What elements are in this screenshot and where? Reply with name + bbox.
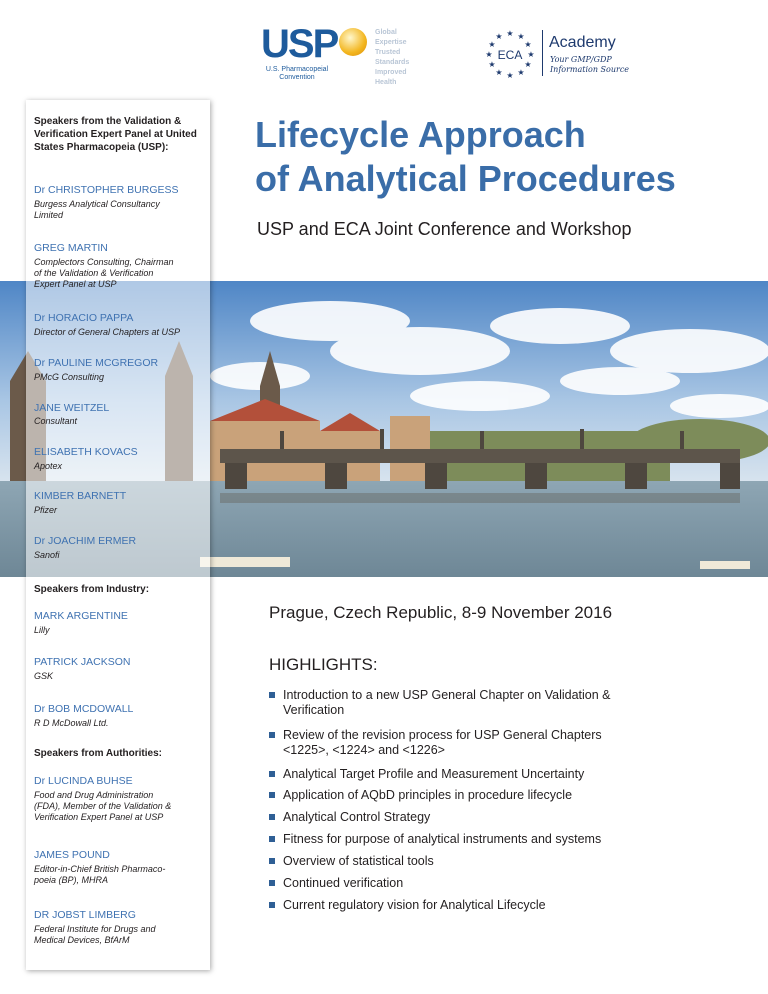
speaker-name: MARK ARGENTINE	[34, 610, 128, 622]
speaker-name: GREG MARTIN	[34, 242, 108, 254]
industry-speakers-heading: Speakers from Industry:	[34, 584, 150, 595]
bullet-icon	[269, 880, 275, 886]
speaker-affiliation: Apotex	[34, 461, 63, 471]
svg-text:★: ★	[506, 71, 514, 80]
eca-star-ring-icon	[484, 28, 536, 80]
svg-text:★: ★	[495, 68, 503, 77]
speaker-name: JAMES POUND	[34, 849, 110, 861]
speaker-affiliation: Sanofi	[34, 550, 60, 560]
highlight-item: Analytical Control Strategy	[269, 810, 669, 825]
event-location-date: Prague, Czech Republic, 8-9 November 2016	[269, 603, 613, 622]
svg-text:★: ★	[488, 60, 496, 69]
usp-speakers-heading: Speakers from the Validation & Verification Expert Panel at United States Pharmacopeia (USP):	[34, 116, 197, 153]
usp-wordmark: USP	[261, 22, 338, 66]
speaker-affiliation: Complectors Consulting, Chairman of the Validation & Verification Expert Panel at USP	[34, 257, 174, 289]
speaker-name: ELISABETH KOVACS	[34, 446, 138, 458]
svg-text:★: ★	[485, 50, 493, 59]
highlight-item: Overview of statistical tools	[269, 854, 669, 869]
speaker-affiliation: Food and Drug Administration (FDA), Member of the Validation & Verification Expert Panel at USP	[34, 790, 172, 822]
highlight-item: Current regulatory vision for Analytical Lifecycle	[269, 898, 669, 913]
bullet-icon	[269, 836, 275, 842]
bullet-icon	[269, 792, 275, 798]
svg-text:★: ★	[524, 40, 532, 49]
speaker-affiliation: R D McDowall Ltd.	[34, 718, 109, 728]
speaker-name: Dr JOACHIM ERMER	[34, 535, 137, 547]
speaker-name: JANE WEITZEL	[34, 402, 110, 414]
usp-emblem-icon	[339, 28, 367, 56]
speaker-affiliation: Federal Institute for Drugs and Medical Devices, BfArM	[34, 924, 156, 945]
speaker-affiliation: Pfizer	[34, 505, 58, 515]
speaker-affiliation: Editor-in-Chief British Pharmaco- poeia (BP), MHRA	[34, 864, 166, 885]
highlight-item: Analytical Target Profile and Measurement Uncertainty	[269, 767, 669, 782]
svg-text:★: ★	[517, 68, 525, 77]
eca-academy-logo	[484, 28, 634, 80]
bullet-icon	[269, 732, 275, 738]
usp-org-name: U.S. Pharmacopeial Convention	[265, 66, 329, 81]
highlight-item: Fitness for purpose of analytical instruments and systems	[269, 832, 669, 847]
speaker-name: Dr HORACIO PAPPA	[34, 312, 134, 324]
highlight-item: Continued verification	[269, 876, 669, 891]
svg-text:★: ★	[524, 60, 532, 69]
svg-text:★: ★	[495, 32, 503, 41]
svg-text:★: ★	[517, 32, 525, 41]
page-title: Lifecycle Approach of Analytical Procedures	[255, 114, 676, 199]
speaker-name: Dr CHRISTOPHER BURGESS	[34, 184, 179, 196]
bullet-icon	[269, 814, 275, 820]
speaker-affiliation: Consultant	[34, 416, 78, 426]
speaker-name: PATRICK JACKSON	[34, 656, 131, 668]
authorities-speakers-heading: Speakers from Authorities:	[34, 748, 162, 759]
highlight-item: Review of the revision process for USP General Chapters <1225>, <1224> and <1226>	[269, 728, 669, 758]
bullet-icon	[269, 902, 275, 908]
highlight-item: Introduction to a new USP General Chapter on Validation & Verification	[269, 688, 669, 718]
svg-text:★: ★	[506, 29, 514, 38]
highlight-item: Application of AQbD principles in procedure lifecycle	[269, 788, 669, 803]
svg-text:★: ★	[488, 40, 496, 49]
bullet-icon	[269, 771, 275, 777]
speaker-name: KIMBER BARNETT	[34, 490, 127, 502]
speaker-affiliation: Burgess Analytical Consultancy Limited	[34, 199, 160, 220]
usp-logo	[257, 22, 429, 90]
speaker-affiliation: PMcG Consulting	[34, 372, 105, 382]
bullet-icon	[269, 858, 275, 864]
bullet-icon	[269, 692, 275, 698]
eca-mark: ECA	[497, 48, 523, 62]
speaker-name: Dr PAULINE MCGREGOR	[34, 357, 159, 369]
usp-slogans: Global Expertise Trusted Standards Improved Health	[375, 29, 410, 86]
speaker-affiliation: GSK	[34, 671, 54, 681]
eca-divider	[542, 30, 543, 76]
speaker-affiliation: Lilly	[34, 625, 50, 635]
speaker-name: Dr LUCINDA BUHSE	[34, 775, 133, 787]
highlights-heading: HIGHLIGHTS:	[269, 655, 378, 674]
eca-academy-label: Academy	[549, 34, 616, 51]
page-subtitle: USP and ECA Joint Conference and Workshop	[257, 219, 632, 239]
speaker-affiliation: Director of General Chapters at USP	[34, 327, 181, 337]
eca-tagline: Your GMP/GDP Information Source	[550, 55, 630, 74]
speaker-name: Dr BOB MCDOWALL	[34, 703, 134, 715]
speaker-name: DR JOBST LIMBERG	[34, 909, 136, 921]
svg-text:★: ★	[527, 50, 535, 59]
